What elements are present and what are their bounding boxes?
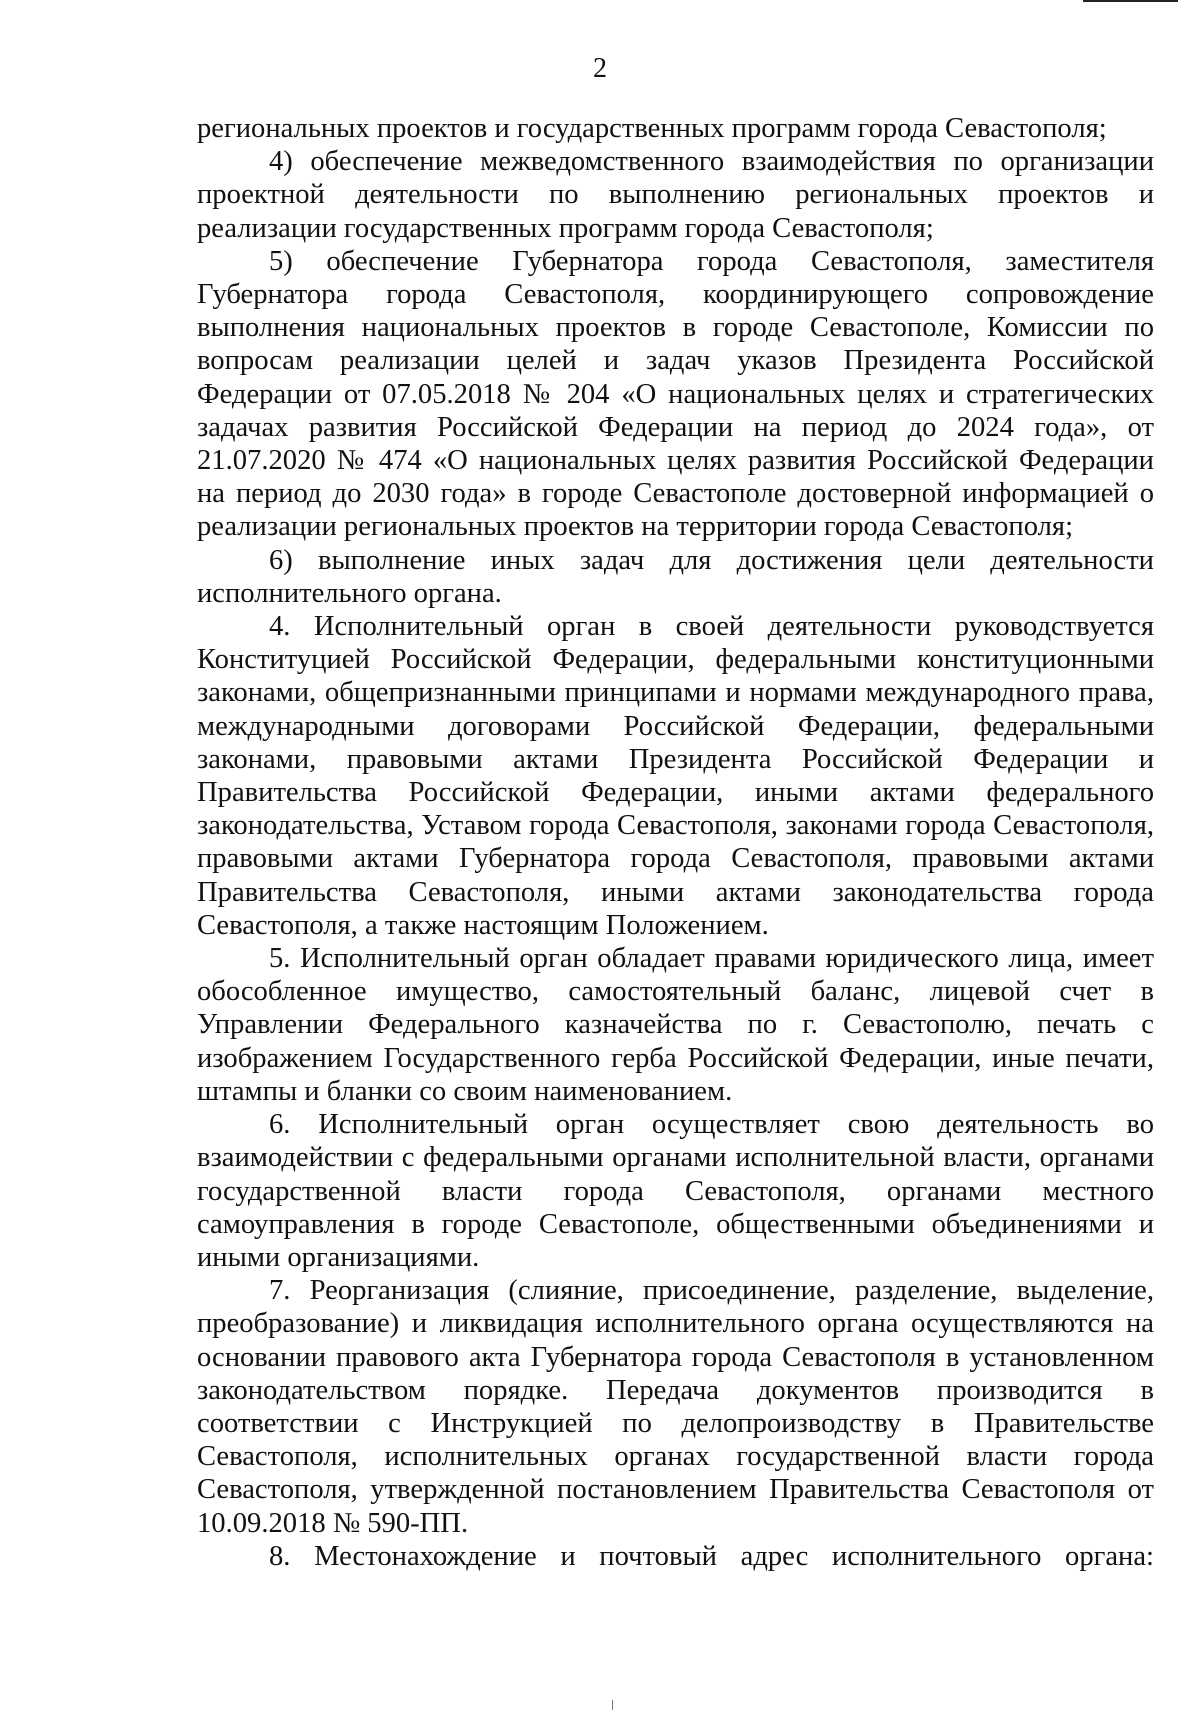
- paragraph-clause-7: 7. Реорганизация (слияние, присоединение, разделение, выделение, преобразование) и ликвидация исполнительного органа осуществляются на основании правового акта Губернатора города Севастополя в установленном законодательством порядке. Передача документов производится в соответствии с Инструкцией по делопроизводству в Правительстве Севастополя, исполнительных органах государственной власти города Севастополя, утвержденной постановлением Правительства Севастополя от 10.09.2018 № 590-ПП.: [197, 1275, 1154, 1539]
- paragraph-clause-5: 5. Исполнительный орган обладает правами юридического лица, имеет обособленное имущество, самостоятельный баланс, лицевой счет в Управлении Федерального казначейства по г. Севастополю, печать с изображением Государственного герба Российской Федерации, иные печати, штампы и бланки со своим наименованием.: [197, 943, 1154, 1107]
- top-edge-line: [1083, 0, 1178, 2]
- page-number: 2: [593, 53, 607, 84]
- scan-mark: [612, 1700, 613, 1710]
- paragraph-clause-8: 8. Местонахождение и почтовый адрес исполнительного органа:: [269, 1540, 1154, 1572]
- paragraph-item-5: 5) обеспечение Губернатора города Севастополя, заместителя Губернатора города Севастополя, координирующего сопровождение выполнения национальных проектов в городе Севастополе, Комиссии по вопросам реализации целей и задач указов Президента Российской Федерации от 07.05.2018 № 204 «О национальных целях и стратегических задачах развития Российской Федерации на период до 2024 года», от 21.07.2020 № 474 «О национальных целях развития Российской Федерации на период до 2030 года» в городе Севастополе достоверной информацией о реализации региональных проектов на территории города Севастополя;: [197, 245, 1154, 543]
- paragraph-item-4: 4) обеспечение межведомственного взаимодействия по организации проектной деятельности по выполнению региональных проектов и реализации государственных программ города Севастополя;: [197, 146, 1154, 244]
- paragraph-continuation: региональных проектов и государственных программ города Севастополя;: [197, 113, 1107, 144]
- paragraph-clause-4: 4. Исполнительный орган в своей деятельности руководствуется Конституцией Российской Федерации, федеральными конституционными законами, общепризнанными принципами и нормами международного права, международными договорами Российской Федерации, федеральными законами, правовыми актами Президента Российской Федерации и Правительства Российской Федерации, иными актами федерального законодательства, Уставом города Севастополя, законами города Севастополя, правовыми актами Губернатора города Севастополя, правовыми актами Правительства Севастополя, иными актами законодательства города Севастополя, а также настоящим Положением.: [197, 611, 1154, 941]
- document-body: [197, 112, 1154, 1573]
- paragraph-clause-6: 6. Исполнительный орган осуществляет свою деятельность во взаимодействии с федеральными органами исполнительной власти, органами государственной власти города Севастополя, органами местного самоуправления в городе Севастополе, общественными объединениями и иными организациями.: [197, 1109, 1154, 1273]
- paragraph-item-6: 6) выполнение иных задач для достижения цели деятельности исполнительного органа.: [197, 544, 1154, 609]
